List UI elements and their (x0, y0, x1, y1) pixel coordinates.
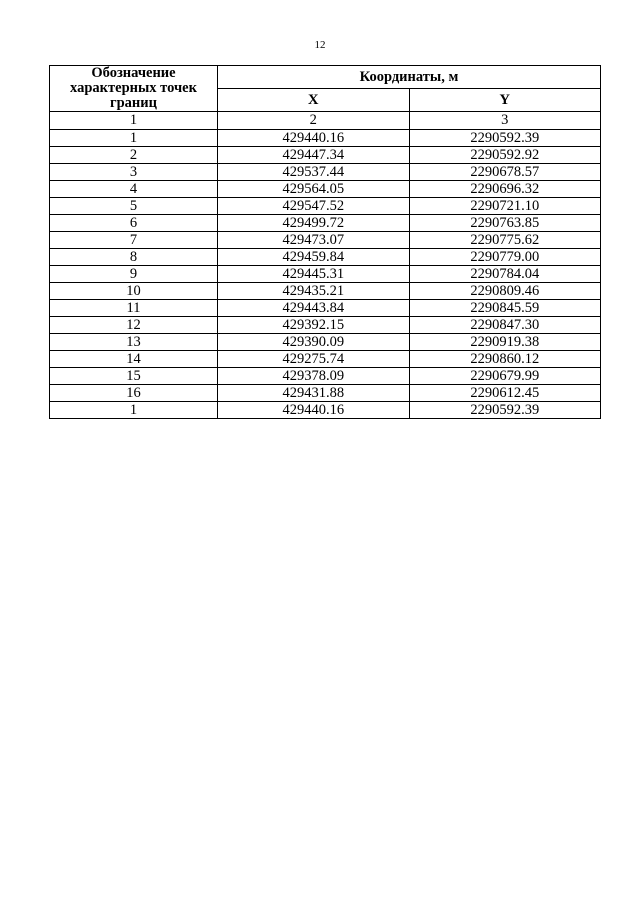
table-row (50, 249, 601, 266)
y-cell: 2290678.57 (409, 164, 601, 181)
point-cell: 10 (50, 283, 218, 300)
x-cell: 429547.52 (218, 198, 410, 215)
point-cell: 1 (50, 402, 218, 419)
x-cell: 429390.09 (218, 334, 410, 351)
x-header: X (218, 89, 410, 112)
y-cell: 2290721.10 (409, 198, 601, 215)
table-row (50, 181, 601, 198)
y-cell: 2290775.62 (409, 232, 601, 249)
y-cell: 2290847.30 (409, 317, 601, 334)
coordinates-table (49, 65, 601, 419)
point-cell: 5 (50, 198, 218, 215)
point-cell: 11 (50, 300, 218, 317)
table-row (50, 198, 601, 215)
x-cell: 429447.34 (218, 147, 410, 164)
point-label-header: Обозначение характерных точек границ (50, 66, 218, 112)
y-cell: 2290696.32 (409, 181, 601, 198)
table-row (50, 317, 601, 334)
x-cell: 429431.88 (218, 385, 410, 402)
table-row (50, 351, 601, 368)
table-body (50, 112, 601, 419)
x-cell: 429443.84 (218, 300, 410, 317)
y-cell: 2290763.85 (409, 215, 601, 232)
point-cell: 15 (50, 368, 218, 385)
x-cell: 429440.16 (218, 130, 410, 147)
point-cell: 9 (50, 266, 218, 283)
column-number-row (50, 112, 601, 130)
point-cell: 13 (50, 334, 218, 351)
table-row (50, 147, 601, 164)
point-cell: 6 (50, 215, 218, 232)
x-cell: 429499.72 (218, 215, 410, 232)
header-row (50, 66, 601, 89)
x-cell: 429435.21 (218, 283, 410, 300)
x-cell: 429564.05 (218, 181, 410, 198)
point-cell: 3 (50, 164, 218, 181)
point-cell: 14 (50, 351, 218, 368)
table-row (50, 300, 601, 317)
y-header: Y (409, 89, 601, 112)
table-row (50, 283, 601, 300)
x-cell: 429445.31 (218, 266, 410, 283)
column-number: 1 (50, 112, 218, 130)
y-cell: 2290592.39 (409, 402, 601, 419)
y-cell: 2290592.92 (409, 147, 601, 164)
column-number: 3 (409, 112, 601, 130)
y-cell: 2290845.59 (409, 300, 601, 317)
x-cell: 429378.09 (218, 368, 410, 385)
table-row (50, 402, 601, 419)
y-cell: 2290592.39 (409, 130, 601, 147)
table-row (50, 130, 601, 147)
table-row (50, 385, 601, 402)
coordinates-header: Координаты, м (218, 66, 601, 89)
y-cell: 2290779.00 (409, 249, 601, 266)
table-row (50, 164, 601, 181)
table-row (50, 215, 601, 232)
page-number: 12 (314, 39, 326, 51)
table-row (50, 266, 601, 283)
x-cell: 429459.84 (218, 249, 410, 266)
y-cell: 2290919.38 (409, 334, 601, 351)
y-cell: 2290809.46 (409, 283, 601, 300)
y-cell: 2290784.04 (409, 266, 601, 283)
x-cell: 429440.16 (218, 402, 410, 419)
column-number: 2 (218, 112, 410, 130)
point-cell: 7 (50, 232, 218, 249)
table-row (50, 368, 601, 385)
point-cell: 12 (50, 317, 218, 334)
point-cell: 2 (50, 147, 218, 164)
point-cell: 4 (50, 181, 218, 198)
point-cell: 1 (50, 130, 218, 147)
x-cell: 429473.07 (218, 232, 410, 249)
point-cell: 16 (50, 385, 218, 402)
x-cell: 429537.44 (218, 164, 410, 181)
x-cell: 429275.74 (218, 351, 410, 368)
y-cell: 2290679.99 (409, 368, 601, 385)
x-cell: 429392.15 (218, 317, 410, 334)
y-cell: 2290860.12 (409, 351, 601, 368)
point-cell: 8 (50, 249, 218, 266)
table-row (50, 334, 601, 351)
y-cell: 2290612.45 (409, 385, 601, 402)
table-row (50, 232, 601, 249)
